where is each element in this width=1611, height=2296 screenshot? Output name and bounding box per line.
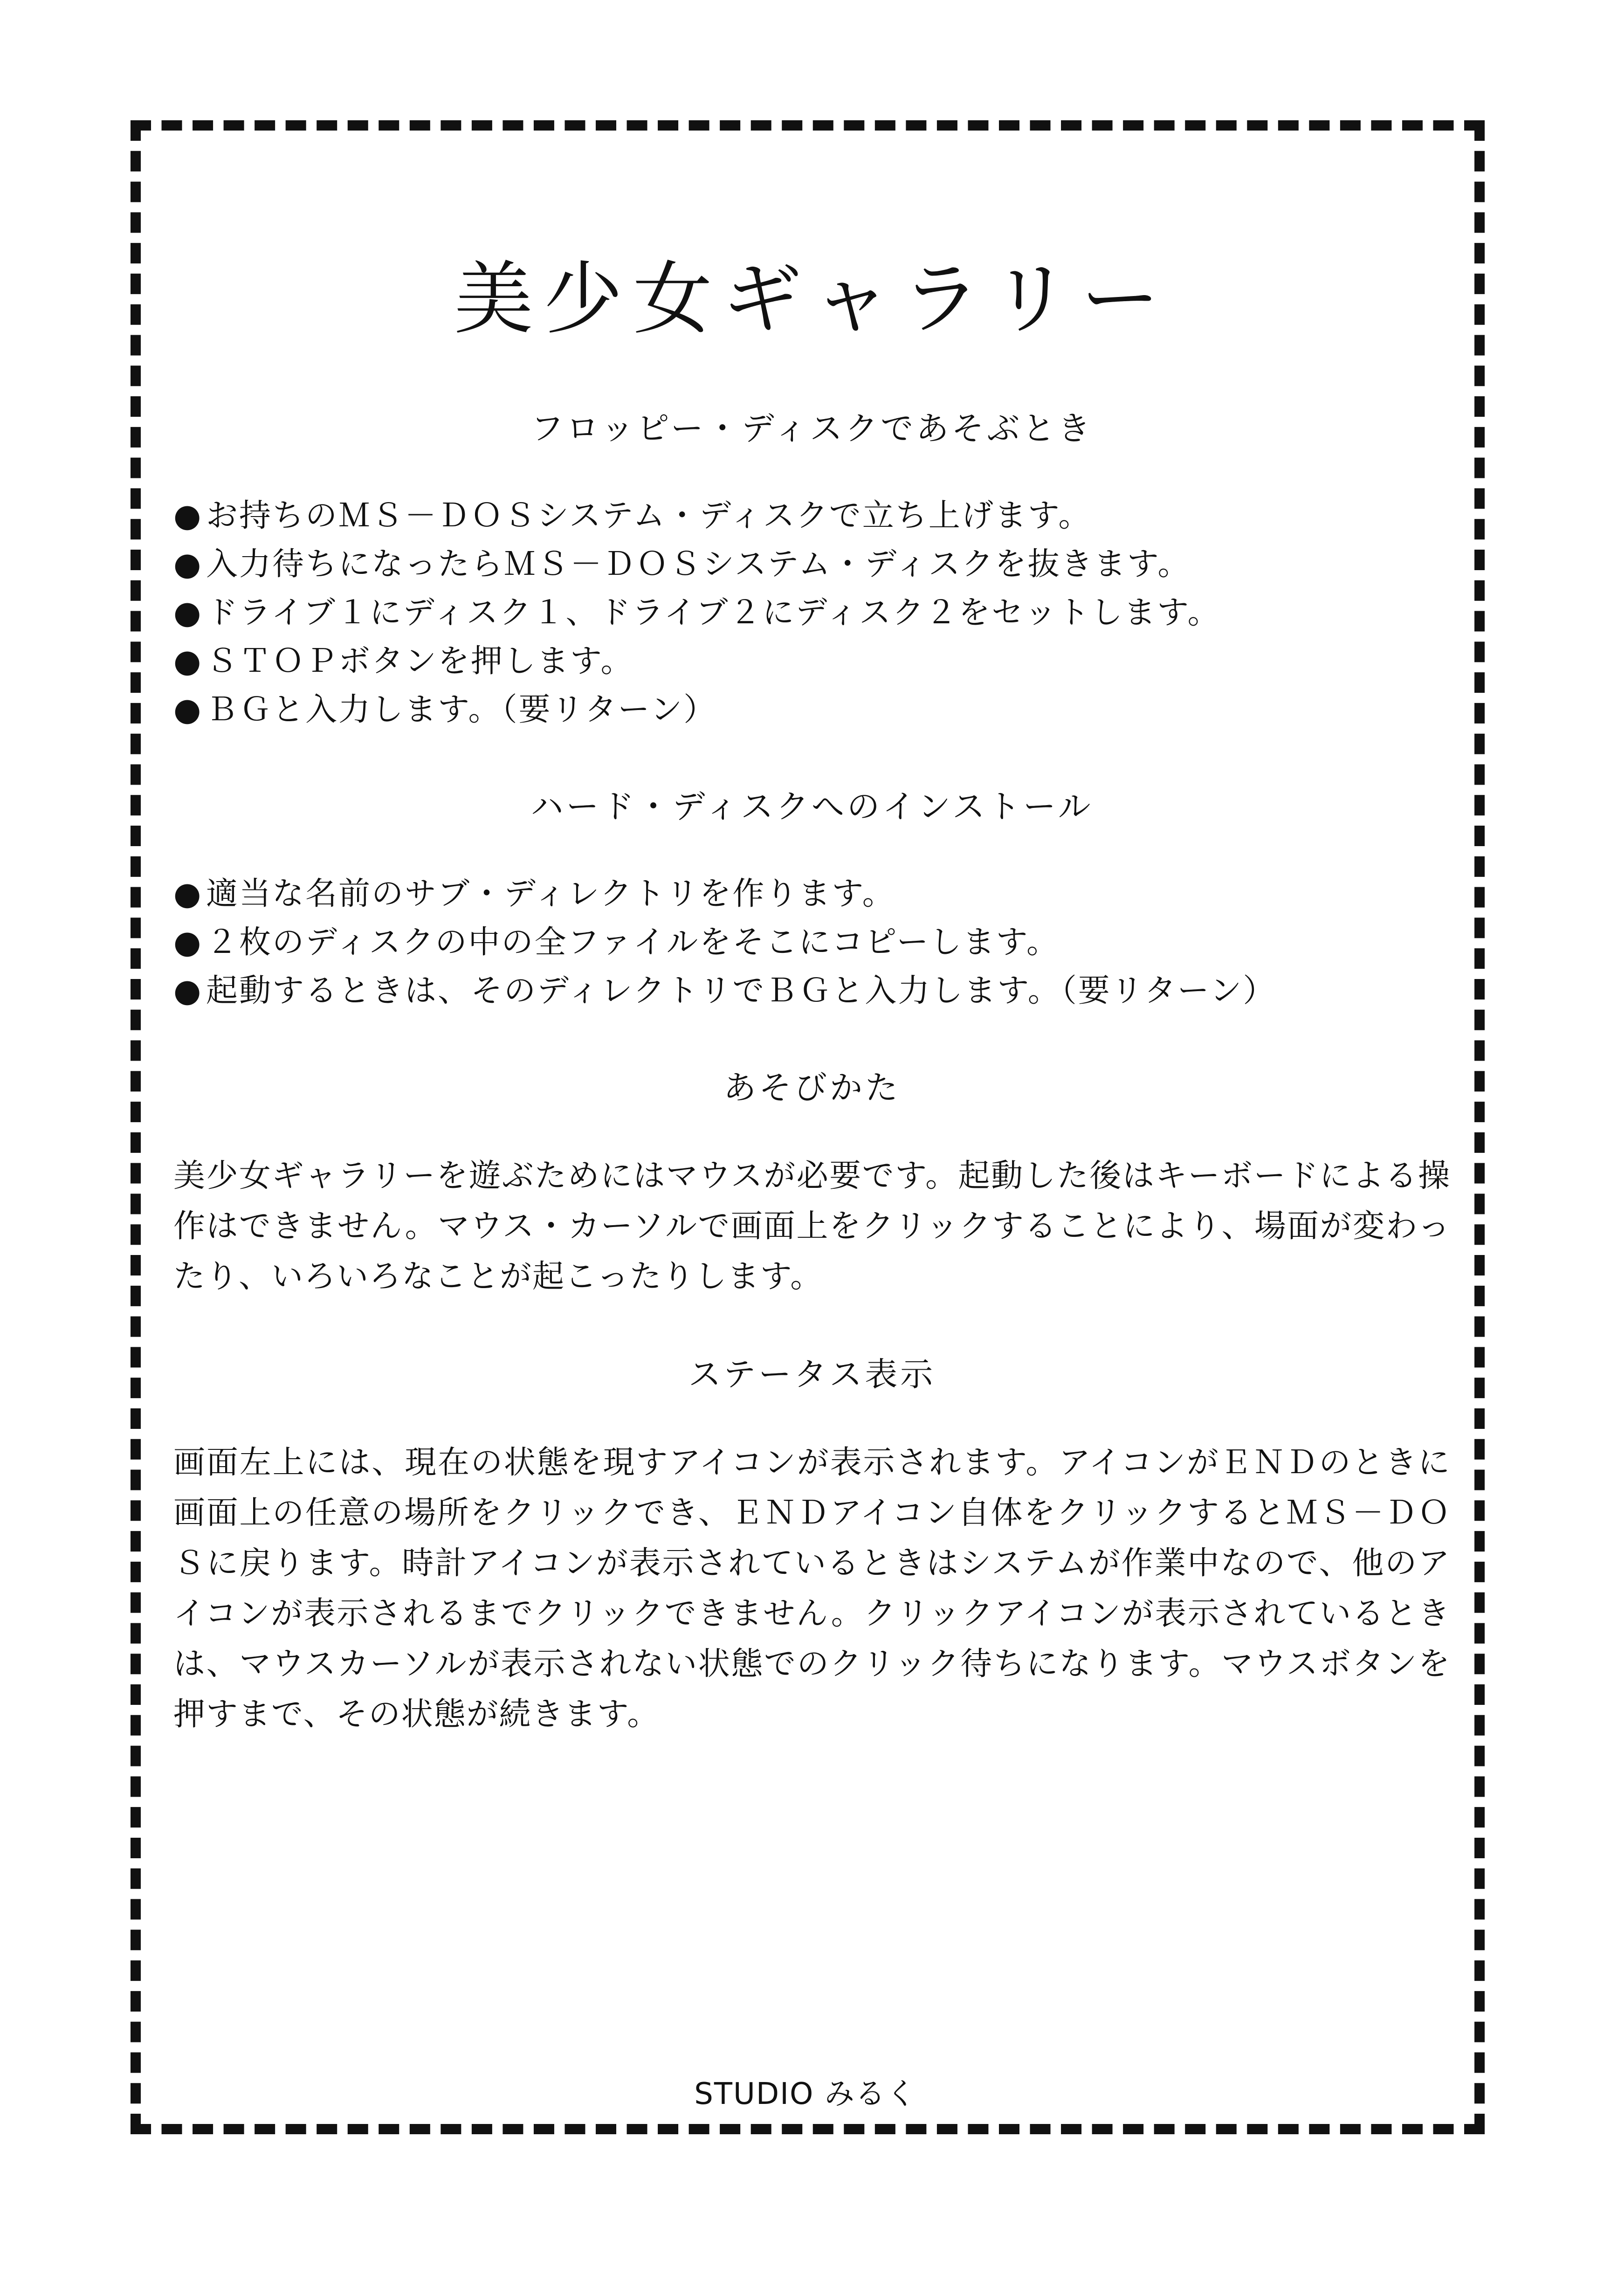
list-item: ● 起動するときは、そのディレクトリでＢＧと入力します。（要リターン） [173,967,1451,1015]
bullet-icon: ● [173,972,203,1009]
section-heading-howtoplay: あそびかた [723,1069,901,1107]
bullet-icon: ● [173,876,203,912]
status-paragraph: 画面左上には、現在の状態を現すアイコンが表示されます。アイコンがＥＮＤのときに画面上の任意の場所をクリックでき、ＥＮＤアイコン自体をクリックするとＭＳ－ＤＯＳに戻ります。時計アイコンが表示されているときはシステムが作業中なので、他のアイコンが表示されるまでクリックできません。クリックアイコンが表示されているときは、マウスカーソルが表示されない状態でのクリック待ちになります。マウスボタンを押すまで、その状態が続きます。 [173,1444,1451,1733]
floppy-steps-list [173,492,1451,734]
bullet-icon: ● [173,594,203,631]
section-howtoplay [173,1067,1451,1302]
list-item: ● ＳＴＯＰボタンを押します。 [173,637,1451,686]
harddisk-steps-list [173,870,1451,1015]
section-harddisk [173,786,1451,1015]
section-heading-floppy: フロッピー・ディスクであそぶとき [530,409,1094,448]
bullet-icon: ● [173,691,203,728]
list-item: ● 適当な名前のサブ・ディレクトリを作ります。 [173,870,1451,918]
document-body [173,252,1451,1791]
list-item: ● 入力待ちになったらＭＳ－ＤＯＳシステム・ディスクを抜きます。 [173,540,1451,589]
section-heading-harddisk: ハード・ディスクへのインストール [530,787,1094,826]
howtoplay-paragraph: 美少女ギャラリーを遊ぶためにはマウスが必要です。起動した後はキーボードによる操作はできません。マウス・カーソルで画面上をクリックすることにより、場面が変わったり、いろいろなことが起こったりします。 [173,1158,1451,1295]
list-item: ● ２枚のディスクの中の全ファイルをそこにコピーします。 [173,918,1451,967]
section-status [173,1353,1451,1740]
section-floppy [173,407,1451,734]
page-title: 美少女ギャラリー [454,253,1170,345]
bullet-icon: ● [173,924,203,961]
section-heading-status: ステータス表示 [688,1355,936,1393]
bullet-icon: ● [173,643,203,680]
list-item: ● ＢＧと入力します。（要リターン） [173,686,1451,734]
bullet-icon: ● [173,546,203,583]
list-item: ● お持ちのＭＳ－ＤＯＳシステム・ディスクで立ち上げます。 [173,492,1451,540]
list-item: ● ドライブ１にディスク１、ドライブ２にディスク２をセットします。 [173,589,1451,637]
bullet-icon: ● [173,497,203,534]
studio-credit: STUDIO みるく [694,2077,917,2111]
